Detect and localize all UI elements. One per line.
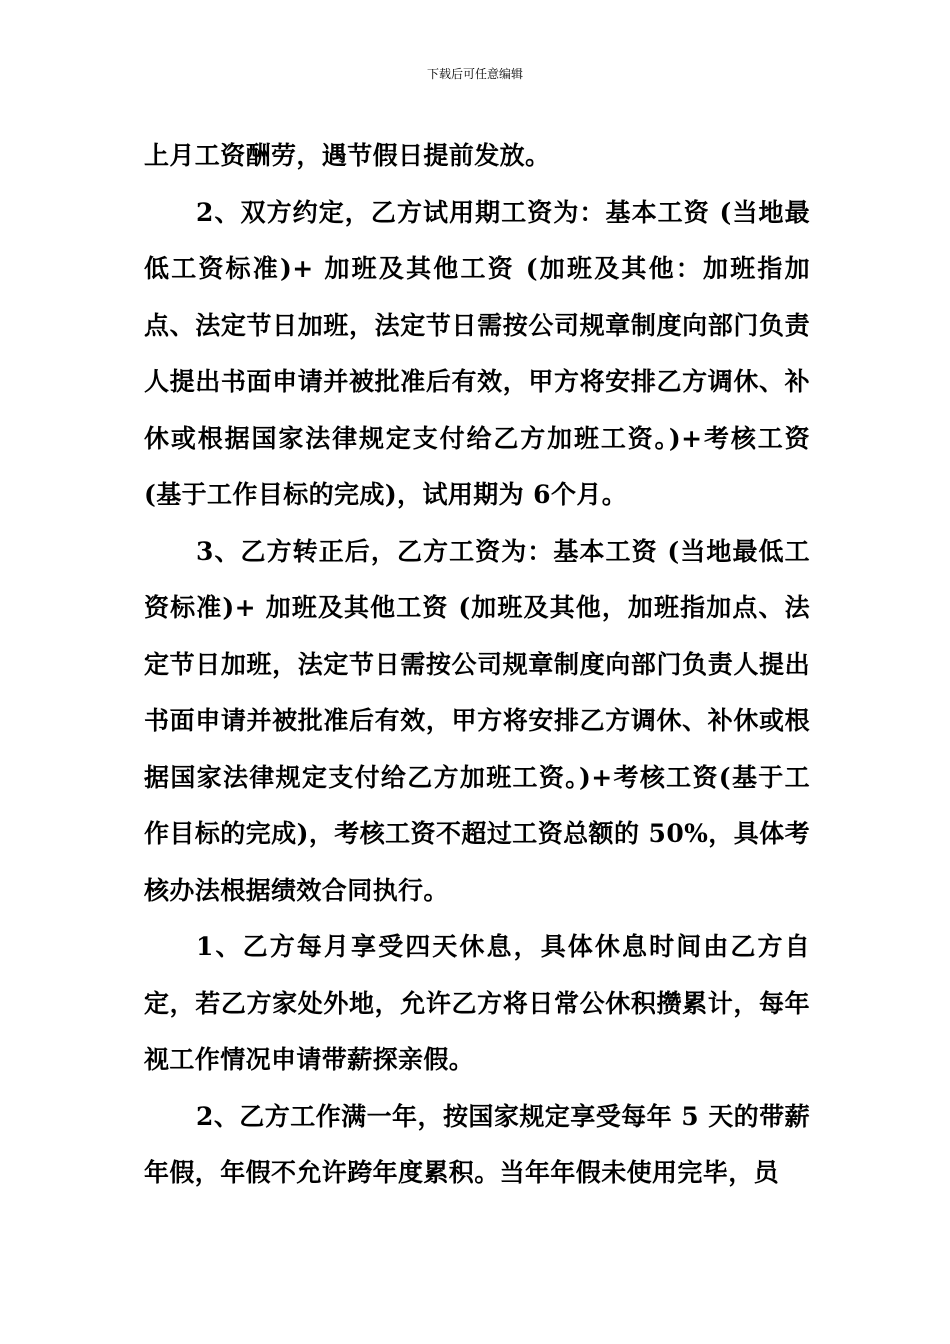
paragraph-regular-salary: 3、乙方转正后，乙方工资为：基本工资 (当地最低工资标准)+ 加班及其他工资 (加班及其他，加班指加点、法定节日加班，法定节日需按公司规章制度向部门负责人提出书面申请并被批准后有效，甲方将安排乙方调休、补休或根据国家法律规定支付给乙方加班工资。)+考核工资(基于工作目标的完成)，考核工资不超过工资总额的 50%，具体考核办法根据绩效合同执行。 — [144, 536, 810, 905]
paragraph-monthly-rest: 1、乙方每月享受四天休息，具体休息时间由乙方自定，若乙方家处外地，允许乙方将日常公休积攒累计，每年视工作情况申请带薪探亲假。 — [144, 932, 810, 1074]
paragraph-salary-payment: 上月工资酬劳，遇节假日提前发放。 — [144, 141, 551, 170]
page-header: 下载后可任意编辑 — [426, 67, 523, 81]
paragraph-annual-leave: 2、乙方工作满一年，按国家规定享受每年 5 天的带薪年假，年假不允许跨年度累积。当年年假未使用完毕，员 — [144, 1101, 810, 1187]
document-body — [144, 128, 810, 1202]
paragraph-probation-salary: 2、双方约定，乙方试用期工资为：基本工资 (当地最低工资标准)+ 加班及其他工资 (加班及其他：加班指加点、法定节日加班，法定节日需按公司规章制度向部门负责人提出书面申请并被批准后有效，甲方将安排乙方调休、补休或根据国家法律规定支付给乙方加班工资。)+考核工资(基于工作目标的完成)，试用期为 6个月。 — [144, 197, 810, 509]
